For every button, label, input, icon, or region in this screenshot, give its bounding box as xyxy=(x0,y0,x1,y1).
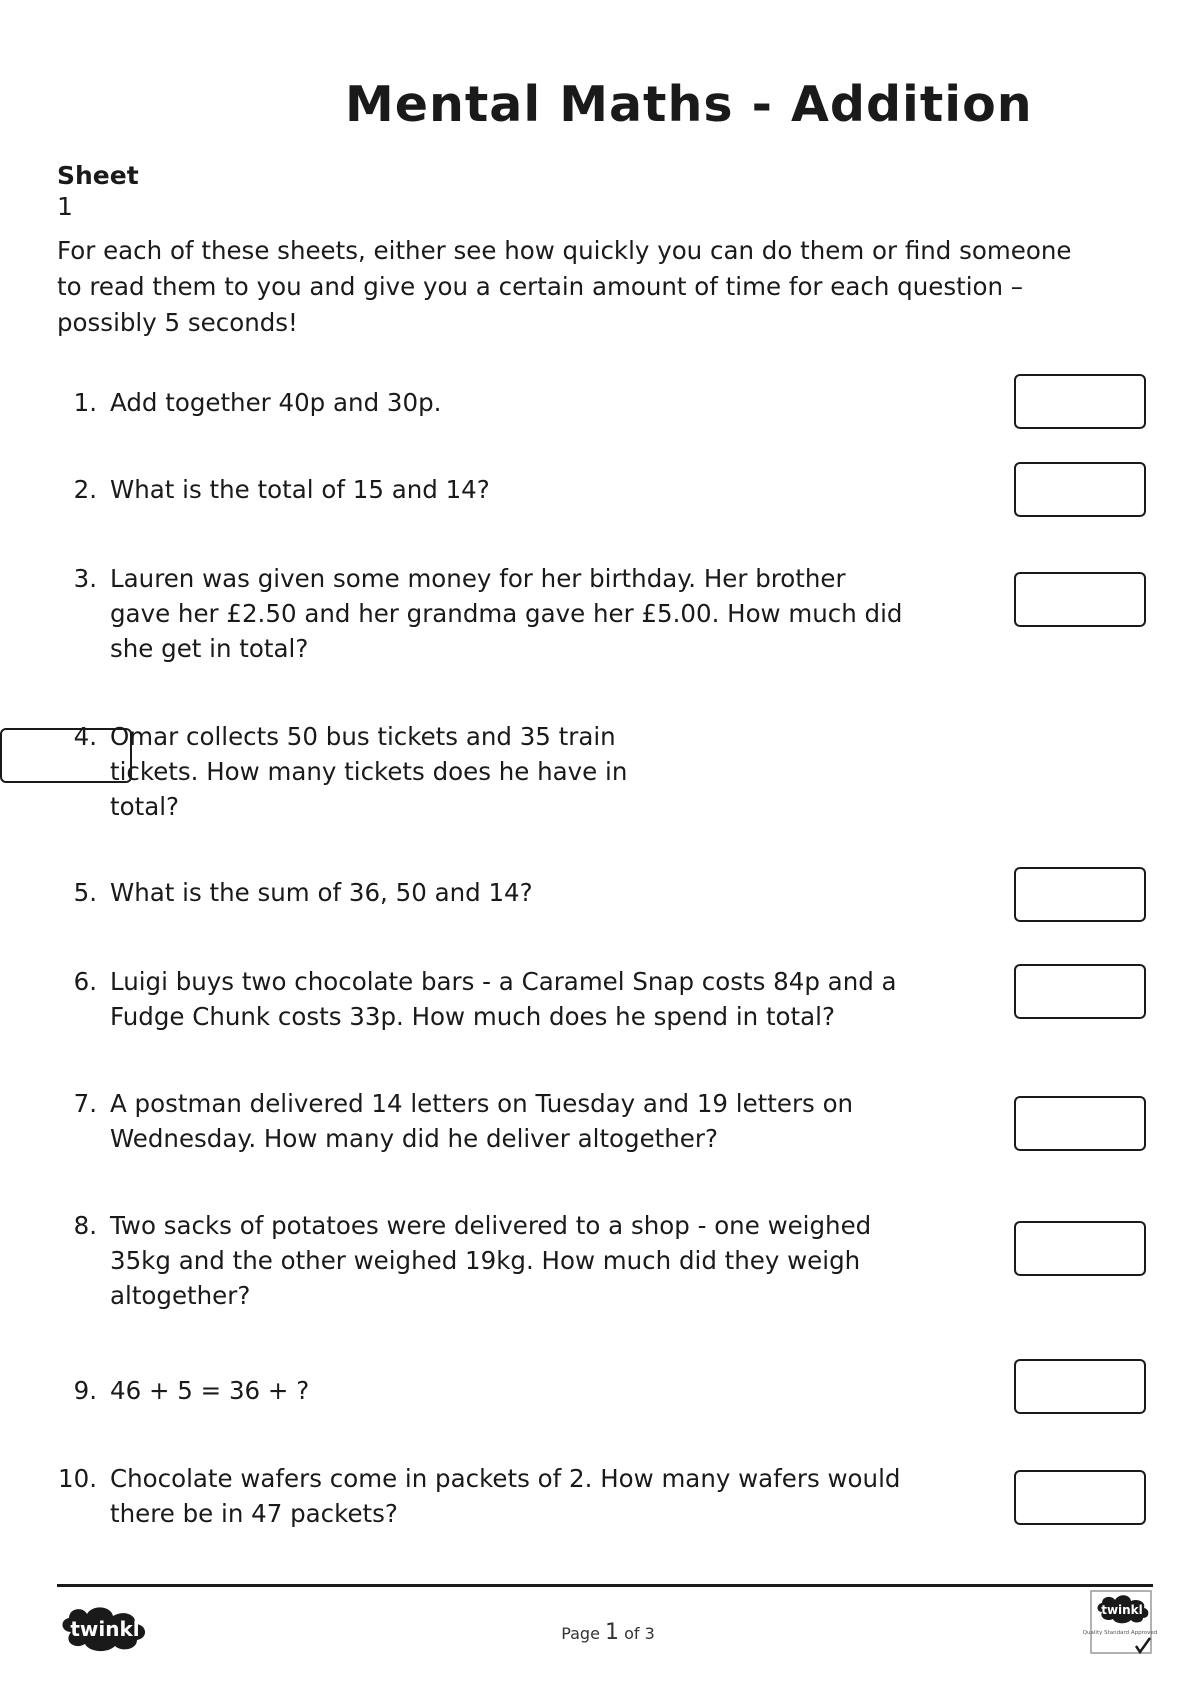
question-line: Chocolate wafers come in packets of 2. How many wafers would xyxy=(110,1464,901,1493)
answer-box-1[interactable] xyxy=(1014,374,1146,429)
question-text xyxy=(110,1208,871,1313)
question-line: 46 + 5 = 36 + ? xyxy=(110,1376,310,1405)
question-line: total? xyxy=(110,792,180,821)
logo-text: twinkl xyxy=(70,1617,140,1641)
question-number: 3. xyxy=(73,564,97,593)
badge-caption: Quality Standard Approved xyxy=(1082,1630,1158,1636)
question-line: Luigi buys two chocolate bars - a Caramel Snap costs 84p and a xyxy=(110,967,897,996)
question-number: 7. xyxy=(73,1089,97,1118)
question-line: there be in 47 packets? xyxy=(110,1499,398,1528)
question-text xyxy=(110,561,902,666)
sheet-number: 1 xyxy=(57,192,73,221)
page-indicator xyxy=(0,1620,1200,1645)
instructions-line: to read them to you and give you a certain amount of time for each question – xyxy=(57,272,1024,301)
question-line: Omar collects 50 bus tickets and 35 train xyxy=(110,722,616,751)
question-number: 4. xyxy=(73,722,97,751)
footer-divider xyxy=(57,1584,1153,1587)
question-line: gave her £2.50 and her grandma gave her £5.00. How much did xyxy=(110,599,903,628)
quality-badge-icon xyxy=(1082,1590,1158,1656)
question-text xyxy=(110,472,490,507)
question-number: 10. xyxy=(58,1464,97,1493)
answer-box-5[interactable] xyxy=(1014,867,1146,922)
question-number: 5. xyxy=(73,878,97,907)
page-title: Mental Maths - Addition xyxy=(345,76,1033,133)
answer-box-3[interactable] xyxy=(1014,572,1146,627)
instructions xyxy=(57,233,1157,341)
question-text xyxy=(110,719,627,824)
answer-box-10[interactable] xyxy=(1014,1470,1146,1525)
question-text xyxy=(110,1461,900,1531)
question-text xyxy=(110,385,441,420)
question-number: 8. xyxy=(73,1211,97,1240)
question-line: 35kg and the other weighed 19kg. How much did they weigh xyxy=(110,1246,861,1275)
question-text xyxy=(110,964,897,1034)
question-text xyxy=(110,1373,309,1408)
answer-box-6[interactable] xyxy=(1014,964,1146,1019)
question-text xyxy=(110,1086,853,1156)
page-current: 1 xyxy=(605,1620,620,1645)
page-word: Page xyxy=(561,1624,600,1643)
question-line: Two sacks of potatoes were delivered to a shop - one weighed xyxy=(110,1211,872,1240)
answer-box-9[interactable] xyxy=(1014,1359,1146,1414)
question-number: 1. xyxy=(73,388,97,417)
answer-box-4[interactable] xyxy=(0,728,132,783)
question-line: A postman delivered 14 letters on Tuesday and 19 letters on xyxy=(110,1089,854,1118)
question-line: What is the total of 15 and 14? xyxy=(110,475,490,504)
question-line: Fudge Chunk costs 33p. How much does he spend in total? xyxy=(110,1002,835,1031)
badge-logo-text: twinkl xyxy=(1101,1603,1143,1617)
answer-box-2[interactable] xyxy=(1014,462,1146,517)
question-line: altogether? xyxy=(110,1281,251,1310)
question-line: Lauren was given some money for her birthday. Her brother xyxy=(110,564,846,593)
sheet-label: Sheet xyxy=(57,161,139,190)
answer-box-8[interactable] xyxy=(1014,1221,1146,1276)
question-line: What is the sum of 36, 50 and 14? xyxy=(110,878,533,907)
question-number: 2. xyxy=(73,475,97,504)
question-text xyxy=(110,875,533,910)
question-line: she get in total? xyxy=(110,634,309,663)
question-line: Wednesday. How many did he deliver altogether? xyxy=(110,1124,718,1153)
answer-box-7[interactable] xyxy=(1014,1096,1146,1151)
question-number: 9. xyxy=(73,1376,97,1405)
question-number: 6. xyxy=(73,967,97,996)
page-total: of 3 xyxy=(624,1624,655,1643)
question-line: tickets. How many tickets does he have in xyxy=(110,757,628,786)
question-line: Add together 40p and 30p. xyxy=(110,388,442,417)
instructions-line: possibly 5 seconds! xyxy=(57,308,298,337)
instructions-line: For each of these sheets, either see how quickly you can do them or find someone xyxy=(57,236,1072,265)
